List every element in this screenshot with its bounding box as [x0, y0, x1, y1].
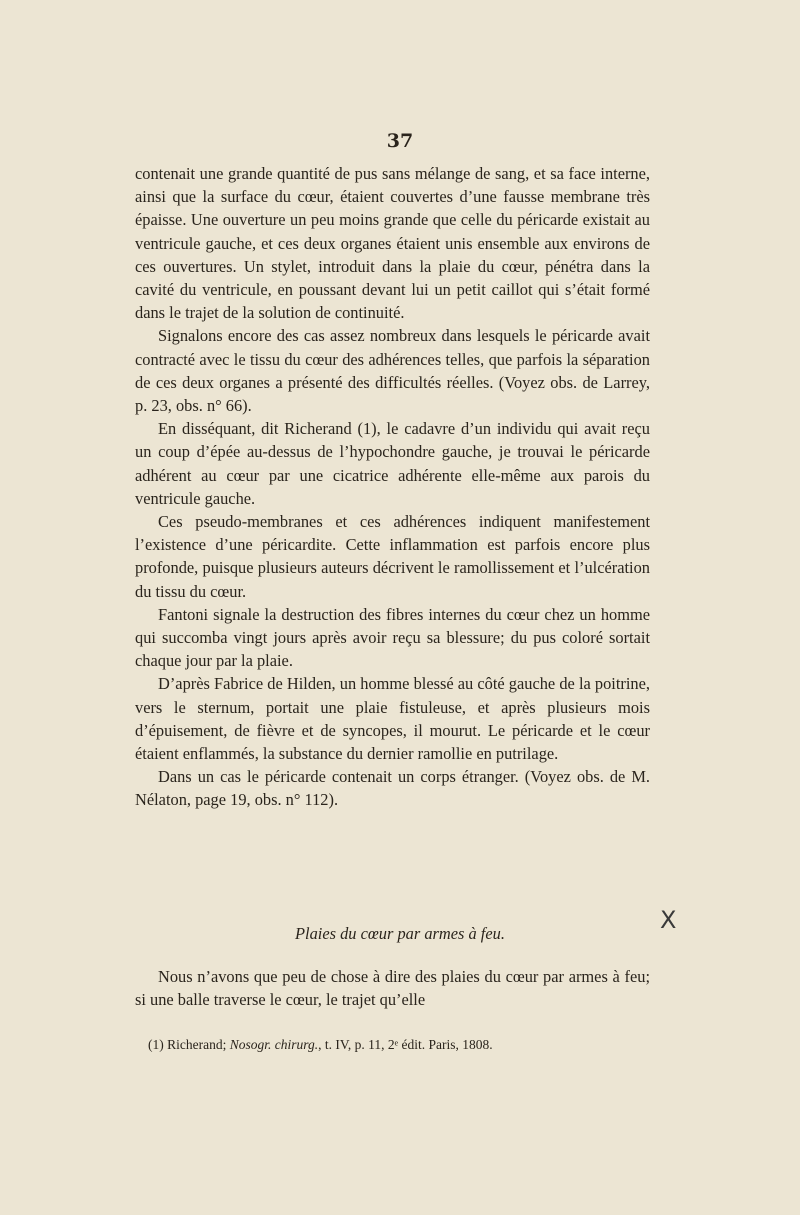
footnote-prefix: (1) Richerand; — [148, 1037, 230, 1052]
paragraph-7: Dans un cas le péricarde contenait un corps étranger. (Voyez obs. de M. Nélaton, page 19, obs. n° 112). — [135, 767, 650, 810]
section-paragraph: Nous n’avons que peu de chose à dire des plaies du cœur par armes à feu; si une balle traverse le cœur, le trajet qu’elle — [135, 967, 650, 1010]
page-number: 37 — [386, 130, 414, 152]
footnote — [148, 1037, 648, 1053]
paragraph-1: contenait une grande quantité de pus sans mélange de sang, et sa face interne, ainsi que la surface du cœur, étaient couvertes d’une fausse membrane très épaisse. Une ouverture un peu moins grande que celle du péricarde existait au ventricule gauche, et ces deux organes étaient unis ensemble aux environs de ces ouvertures. Un stylet, introduit dans la plaie du cœur, pénétra dans la cavité du ventricule, en poussant devant lui un petit caillot qui s’était formé dans le trajet de la solution de continuité. — [135, 164, 650, 323]
paragraph-6: D’après Fabrice de Hilden, un homme blessé au côté gauche de la poitrine, vers le sternum, portait une plaie fistuleuse, et après plusieurs mois d’épuisement, de fièvre et de syncopes, il mourut. Le péricarde et le cœur étaient enflammés, la substance du dernier ramollie en putrilage. — [135, 674, 650, 764]
paragraph-4: Ces pseudo-membranes et ces adhérences indiquent manifestement l’existence d’une péricardite. Cette inflammation est parfois encore plus profonde, puisque plusieurs auteurs décrivent le ramollissement et l’ulcération du tissu du cœur. — [135, 512, 650, 601]
handwritten-margin-mark: X — [660, 906, 677, 934]
paragraph-5: Fantoni signale la destruction des fibres internes du cœur chez un homme qui succomba vingt jours après avoir reçu sa blessure; du pus coloré sortait chaque jour par la plaie. — [135, 604, 650, 671]
section-heading: Plaies du cœur par armes à feu. — [295, 924, 505, 943]
footnote-title: Nosogr. chirurg. — [229, 1037, 319, 1052]
paragraph-2: Signalons encore des cas assez nombreux dans lesquels le péricarde avait contracté avec le tissu du cœur des adhérences telles, que parfois la séparation de ces deux organes a présenté des difficultés réelles. (Voyez obs. de Larrey, p. 23, obs. n° 66). — [135, 326, 650, 416]
body-text — [135, 162, 650, 812]
footnote-suffix: , t. IV, p. 11, 2ᵉ édit. Paris, 1808. — [318, 1037, 493, 1052]
paragraph-3: En disséquant, dit Richerand (1), le cadavre d’un individu qui avait reçu un coup d’épée au-dessus de l’hypochondre gauche, je trouvai le péricarde adhérent au cœur par une cicatrice adhérente elle-même aux parois du ventricule gauche. — [135, 419, 650, 508]
section-text — [135, 965, 650, 1011]
